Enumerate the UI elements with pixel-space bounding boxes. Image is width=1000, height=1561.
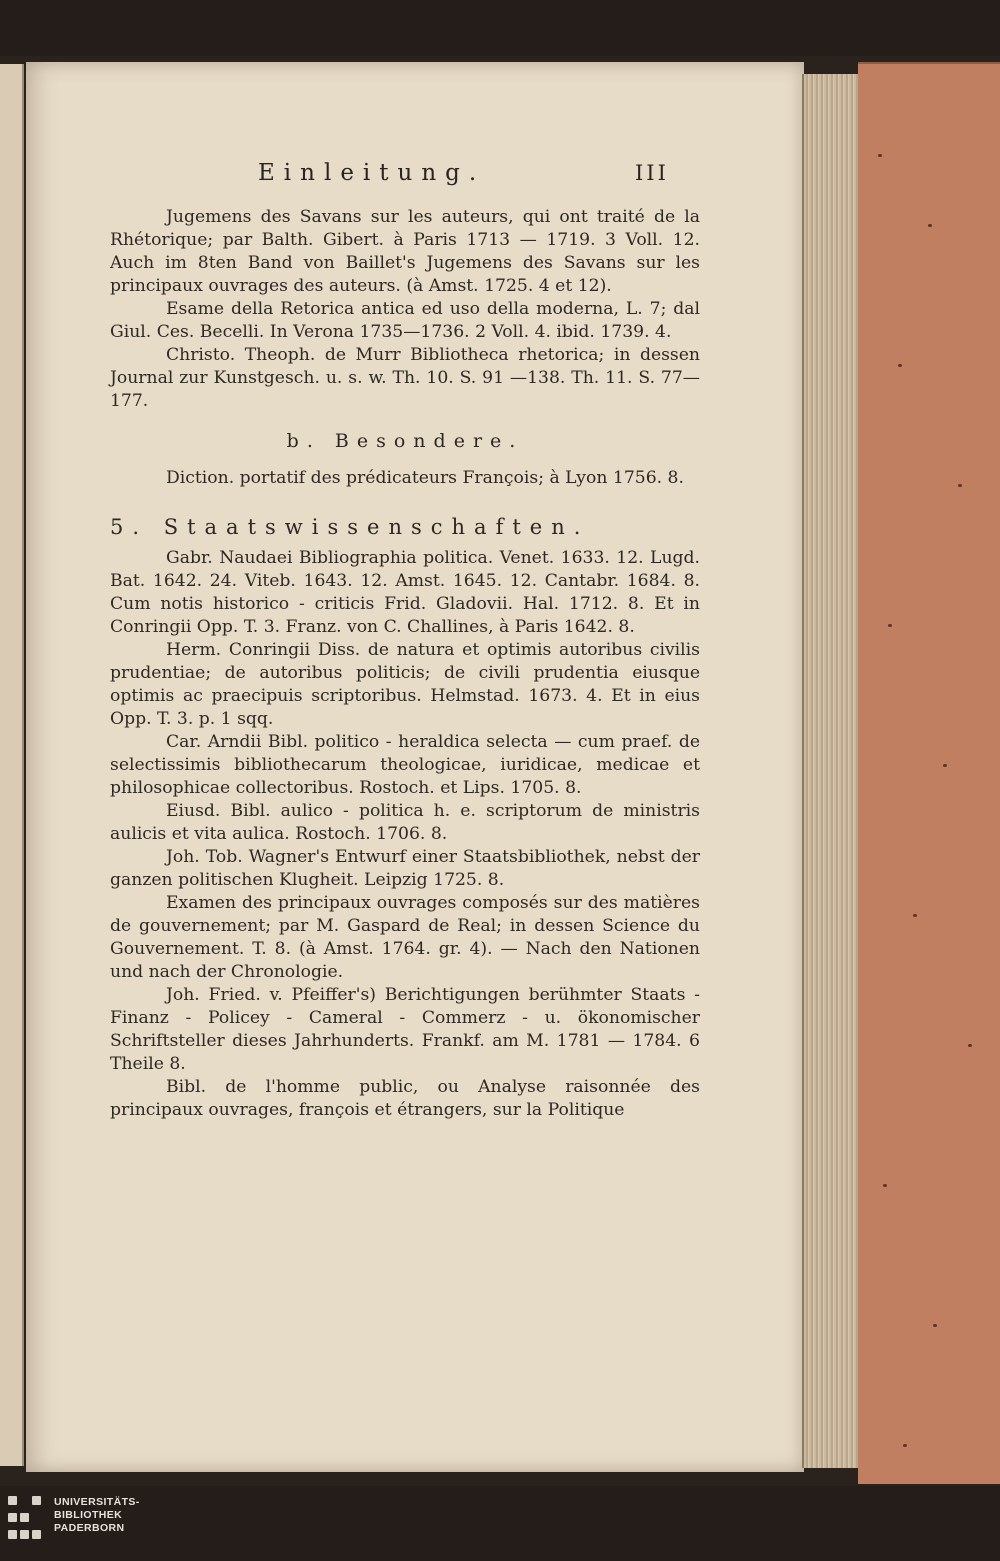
subsection-heading: b. Besondere. [286,430,524,452]
page-number: III [635,161,669,185]
bibliography-entry: Jugemens des Savans sur les auteurs, qui ont traité de la Rhétorique; par Balth. Gibert. à Paris 1713 — 1719. 3 Voll. 12. Auch im 8ten Band von Baillet's Jugemens des Savans sur les principaux ouvrages des auteurs. (à Amst. 1725. 4 et 12). [110,207,700,296]
bibliography-entry: Bibl. de l'homme public, ou Analyse raisonnée des principaux ouvrages, françois et étrangers, sur la Politique [110,1077,700,1120]
bibliography-entry: Joh. Fried. v. Pfeiffer's) Berichtigungen berühmter Staats - Finanz - Policey - Cameral - Commerz - u. ökonomischer Schriftsteller dieses Jahrhunderts. Frankf. am M. 1781 — 1784. 6 Theile 8. [110,985,700,1074]
bibliography-entry: Joh. Tob. Wagner's Entwurf einer Staatsbibliothek, nebst der ganzen politischen Klugheit. Leipzig 1725. 8. [110,847,700,890]
left-page-edge [0,64,24,1466]
running-title: Einleitung. [258,160,486,186]
bibliography-entry: Esame della Retorica antica ed uso della moderna, L. 7; dal Giul. Ces. Becelli. In Verona 1735—1736. 2 Voll. 4. ibid. 1739. 4. [110,299,700,342]
library-logo-icon [8,1496,46,1544]
bibliography-entry: Herm. Conringii Diss. de natura et optimis autoribus civilis prudentiae; de autoribus politicis; de civili prudentia eiusque optimis ac praecipuis scriptoribus. Helmstad. 1673. 4. Et in eius Opp. T. 3. p. 1 sqq. [110,640,700,729]
bibliography-entry: Examen des principaux ouvrages composés sur des matières de gouvernement; par M. Gaspard de Real; in dessen Science du Gouvernement. T. 8. (à Amst. 1764. gr. 4). — Nach den Nationen und nach der Chronologie. [110,893,700,982]
page-text [110,206,700,1122]
bibliography-entry: Car. Arndii Bibl. politico - heraldica selecta — cum praef. de selectissimis bibliothecarum theologicae, iuridicae, medicae et philosophicae collectoribus. Rostoch. et Lips. 1705. 8. [110,732,700,798]
bibliography-entry: Diction. portatif des prédicateurs François; à Lyon 1756. 8. [166,468,684,488]
library-logo-text: UNIVERSITÄTS- BIBLIOTHEK PADERBORN [54,1496,140,1534]
bibliography-entry: Eiusd. Bibl. aulico - politica h. e. scriptorum de ministris aulicis et vita aulica. Rostoch. 1706. 8. [110,801,700,844]
section-heading: 5. Staatswissenschaften. [110,515,590,539]
library-logo [8,1496,168,1544]
bibliography-entry: Gabr. Naudaei Bibliographia politica. Venet. 1633. 12. Lugd. Bat. 1642. 24. Viteb. 1643. 12. Amst. 1645. 12. Cantabr. 1684. 8. Cum notis historico - criticis Frid. Gladovii. Hal. 1712. 8. Et in Conringii Opp. T. 3. Franz. von C. Challines, à Paris 1642. 8. [110,548,700,637]
bibliography-entry: Christo. Theoph. de Murr Bibliotheca rhetorica; in dessen Journal zur Kunstgesch. u. s. w. Th. 10. S. 91 —138. Th. 11. S. 77—177. [110,345,700,411]
book-cover [858,62,1000,1484]
page-fore-edge [802,74,862,1468]
